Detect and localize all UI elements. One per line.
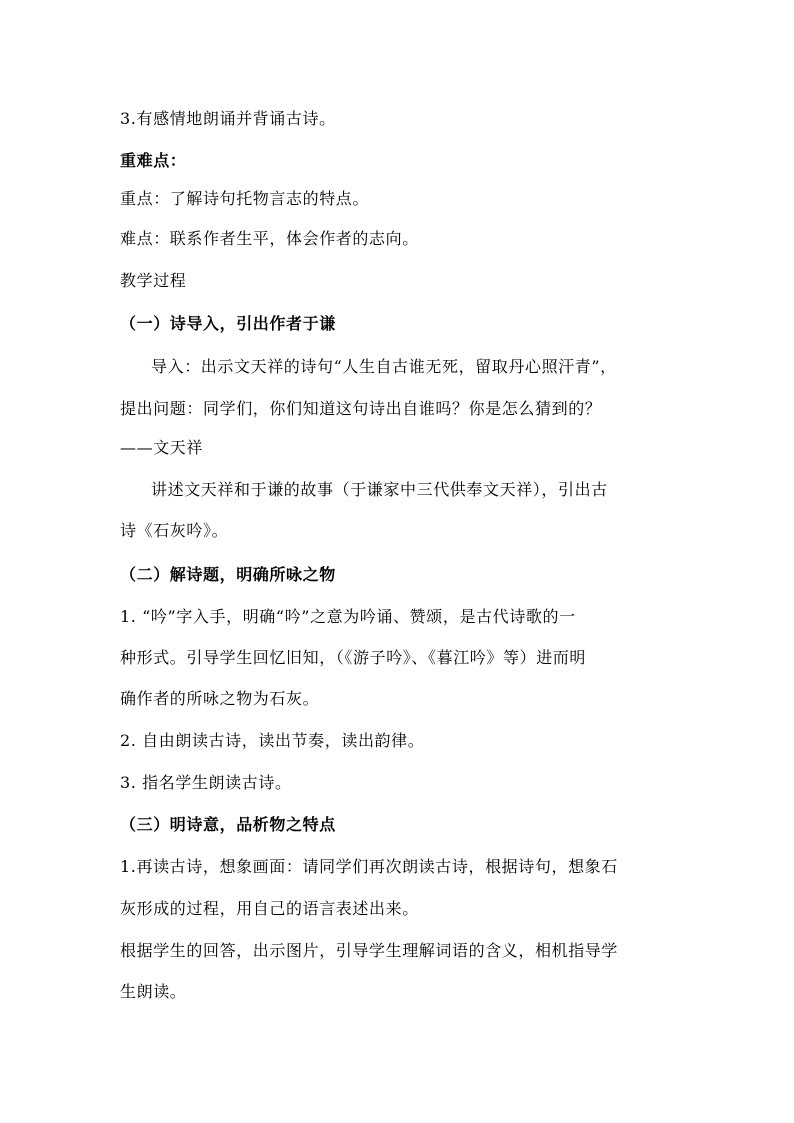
section-3-item-1-line-2: 灰形成的过程，用自己的语言表述出来。 bbox=[120, 899, 419, 918]
section-2-item-1-line-2: 种形式。引导学生回忆旧知，（《游子吟》、《暮江吟》等）进而明 bbox=[120, 648, 587, 667]
section-1-para-2-line-1: 讲述文天祥和于谦的故事（于谦家中三代供奉文天祥），引出古 bbox=[151, 480, 608, 499]
section-3-para-line-2: 生朗读。 bbox=[120, 982, 187, 1001]
difficult-point: 难点：联系作者生平，体会作者的志向。 bbox=[120, 229, 419, 248]
section-3-heading: （三）明诗意，品析物之特点 bbox=[120, 815, 336, 834]
objective-3: 3.有感情地朗诵并背诵古诗。 bbox=[120, 109, 336, 128]
section-1-para-1-line-2: 提出问题：同学们，你们知道这句诗出自谁吗？你是怎么猜到的？ bbox=[120, 399, 602, 418]
section-1-para-2-line-2: 诗《石灰吟》。 bbox=[120, 521, 229, 540]
teaching-process-heading: 教学过程 bbox=[120, 271, 187, 290]
section-1-heading: （一）诗导入，引出作者于谦 bbox=[120, 314, 336, 333]
attribution-line: ——文天祥 bbox=[120, 438, 204, 457]
section-2-item-1-line-3: 确作者的所咏之物为石灰。 bbox=[120, 689, 320, 708]
section-2-item-2: 2. 自由朗读古诗，读出节奏，读出韵律。 bbox=[120, 731, 425, 750]
section-2-heading: （二）解诗题，明确所咏之物 bbox=[120, 565, 336, 584]
section-1-para-1-line-1: 导入：出示文天祥的诗句“人生自古谁无死，留取丹心照汗青”， bbox=[151, 357, 617, 376]
key-difficult-heading: 重难点： bbox=[120, 151, 187, 170]
section-3-item-1-line-1: 1.再读古诗，想象画面：请同学们再次朗读古诗，根据诗句，想象石 bbox=[120, 857, 618, 876]
section-2-item-3: 3. 指名学生朗读古诗。 bbox=[120, 773, 292, 792]
section-3-para-line-1: 根据学生的回答，出示图片，引导学生理解词语的含义，相机指导学 bbox=[120, 941, 619, 960]
section-2-item-1-line-1: 1. “吟”字入手，明确“吟”之意为吟诵、赞颂，是古代诗歌的一 bbox=[120, 607, 576, 626]
key-point: 重点：了解诗句托物言志的特点。 bbox=[120, 189, 370, 208]
